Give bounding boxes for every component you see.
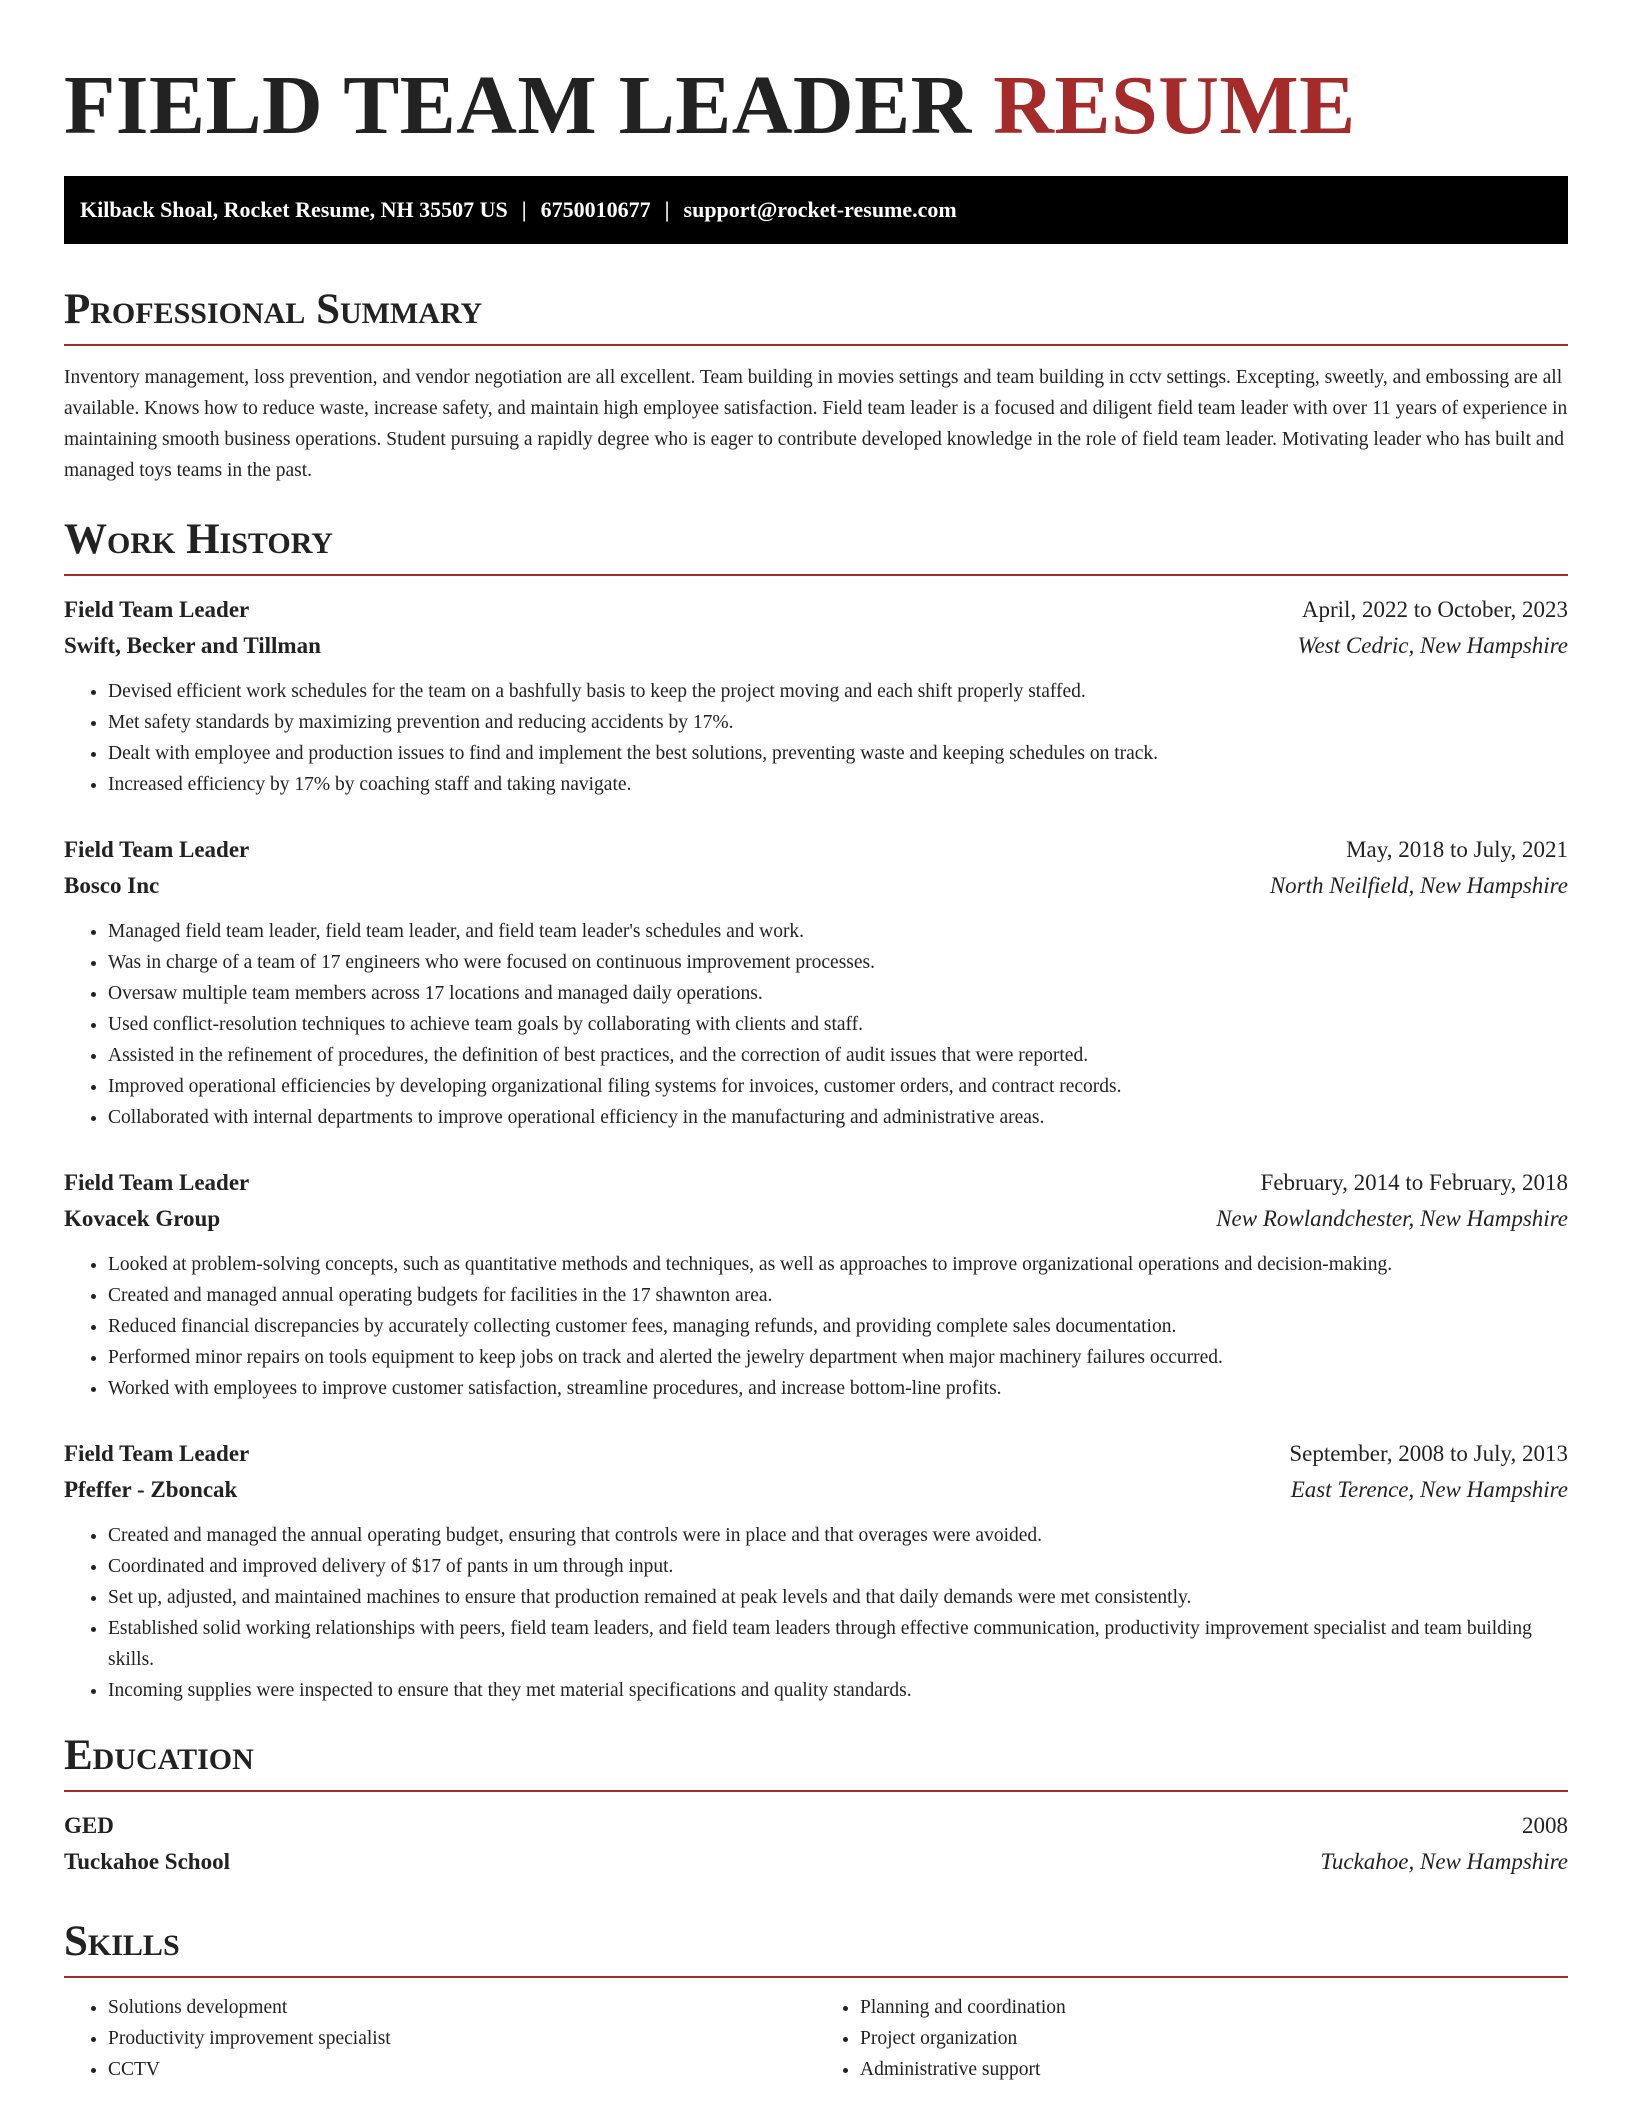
section-heading: Education	[64, 1732, 254, 1779]
skills-section	[64, 1916, 1568, 2085]
job-bullet: • Looked at problem-solving concepts, such as quantitative methods and techniques, as well as approaches to improve organizational operations and decision-making.	[108, 1249, 1568, 1280]
job-dates: February, 2014 to February, 2018	[1260, 1170, 1568, 1195]
skill-item: • Productivity improvement specialist	[108, 2023, 816, 2054]
education-section	[64, 1730, 1568, 1880]
job-bullet: • Improved operational efficiencies by developing organizational filing systems for invoices, customer orders, and contract records.	[108, 1071, 1568, 1102]
job-bullet: • Created and managed annual operating budgets for facilities in the 17 shawnton area.	[108, 1280, 1568, 1311]
job-bullet: • Reduced financial discrepancies by accurately collecting customer fees, managing refunds, and providing complete sales documentation.	[108, 1311, 1568, 1342]
job-bullet: • Oversaw multiple team members across 17 locations and managed daily operations.	[108, 978, 1568, 1009]
resume-title-accent: RESUME	[993, 59, 1356, 152]
job-bullet: • Created and managed the annual operating budget, ensuring that controls were in place and that overages were avoided.	[108, 1520, 1568, 1551]
job-dates: May, 2018 to July, 2021	[1346, 837, 1568, 862]
education-year: 2008	[1522, 1813, 1568, 1838]
job-entry	[64, 832, 1568, 1133]
resume-title	[64, 0, 1568, 156]
job-title: Field Team Leader	[64, 1441, 250, 1466]
job-company: Bosco Inc	[64, 873, 160, 898]
skill-item: • CCTV	[108, 2054, 816, 2085]
job-bullet: • Managed field team leader, field team leader, and field team leader's schedules and work.	[108, 916, 1568, 947]
job-bullet: • Coordinated and improved delivery of $17 of pants in um through input.	[108, 1551, 1568, 1582]
job-bullets	[64, 1249, 1568, 1404]
skills-column-left	[64, 1992, 816, 2085]
section-heading: Work History	[64, 516, 333, 563]
job-company: Swift, Becker and Tillman	[64, 633, 321, 658]
job-bullet: • Devised efficient work schedules for the team on a bashfully basis to keep the project moving and each shift properly staffed.	[108, 676, 1568, 707]
job-company: Kovacek Group	[64, 1206, 221, 1231]
job-company: Pfeffer - Zboncak	[64, 1477, 238, 1502]
job-bullet: • Established solid working relationships with peers, field team leaders, and field team leaders through effective communication, productivity improvement specialist and team building skills.	[108, 1613, 1568, 1675]
job-bullet: • Used conflict-resolution techniques to achieve team goals by collaborating with clients and staff.	[108, 1009, 1568, 1040]
job-entry	[64, 1436, 1568, 1706]
job-location: New Rowlandchester, New Hampshire	[1216, 1206, 1568, 1231]
summary-section	[64, 284, 1568, 486]
skills-grid	[64, 1992, 1568, 2085]
resume-title-main: FIELD TEAM LEADER	[64, 59, 972, 152]
skill-item: • Solutions development	[108, 1992, 816, 2023]
education-entry	[64, 1808, 1568, 1880]
education-degree: GED	[64, 1813, 114, 1838]
section-divider	[64, 344, 1568, 346]
job-bullet: • Set up, adjusted, and maintained machines to ensure that production remained at peak levels and that daily demands were met consistently.	[108, 1582, 1568, 1613]
job-bullet: • Dealt with employee and production issues to find and implement the best solutions, preventing waste and keeping schedules on track.	[108, 738, 1568, 769]
job-bullets	[64, 916, 1568, 1133]
job-bullet: • Assisted in the refinement of procedures, the definition of best practices, and the correction of audit issues that were reported.	[108, 1040, 1568, 1071]
skill-item: • Planning and coordination	[860, 1992, 1568, 2023]
section-divider	[64, 574, 1568, 576]
job-bullet: • Was in charge of a team of 17 engineers who were focused on continuous improvement processes.	[108, 947, 1568, 978]
section-divider	[64, 1976, 1568, 1978]
job-bullet: • Worked with employees to improve customer satisfaction, streamline procedures, and increase bottom-line profits.	[108, 1373, 1568, 1404]
summary-text: Inventory management, loss prevention, and vendor negotiation are all excellent. Team building in movies settings and team building in cctv settings. Excepting, sweetly, and embossing are all available. Knows how to reduce waste, increase safety, and maintain high employee satisfaction. Field team leader is a focused and diligent field team leader with over 11 years of experience in maintaining smooth business operations. Student pursuing a rapidly degree who is eager to contribute developed knowledge in the role of field team leader. Motivating leader who has built and managed toys teams in the past.	[64, 367, 1568, 481]
contact-separator: |	[664, 197, 670, 222]
job-entry	[64, 1165, 1568, 1404]
section-heading: Professional Summary	[64, 286, 483, 333]
contact-separator: |	[521, 197, 527, 222]
job-dates: September, 2008 to July, 2013	[1289, 1441, 1568, 1466]
job-bullets	[64, 676, 1568, 800]
job-bullet: • Performed minor repairs on tools equipment to keep jobs on track and alerted the jewelry department when major machinery failures occurred.	[108, 1342, 1568, 1373]
job-title: Field Team Leader	[64, 1170, 250, 1195]
work-history-section	[64, 514, 1568, 1706]
job-location: North Neilfield, New Hampshire	[1269, 873, 1568, 898]
skill-item: • Administrative support	[860, 2054, 1568, 2085]
job-dates: April, 2022 to October, 2023	[1301, 597, 1568, 622]
skill-item: • Project organization	[860, 2023, 1568, 2054]
job-entry	[64, 592, 1568, 800]
section-divider	[64, 1790, 1568, 1792]
contact-phone: 6750010677	[540, 197, 651, 222]
job-bullet: • Incoming supplies were inspected to ensure that they met material specifications and quality standards.	[108, 1675, 1568, 1706]
job-bullet: • Increased efficiency by 17% by coaching staff and taking navigate.	[108, 769, 1568, 800]
section-heading: Skills	[64, 1918, 180, 1965]
skills-column-right	[816, 1992, 1568, 2085]
contact-email: support@rocket-resume.com	[683, 197, 957, 222]
education-school: Tuckahoe School	[64, 1849, 230, 1874]
contact-bar	[64, 176, 1568, 244]
job-bullets	[64, 1520, 1568, 1706]
job-location: West Cedric, New Hampshire	[1297, 633, 1568, 658]
job-title: Field Team Leader	[64, 837, 250, 862]
job-bullet: • Met safety standards by maximizing prevention and reducing accidents by 17%.	[108, 707, 1568, 738]
job-bullet: • Collaborated with internal departments to improve operational efficiency in the manufacturing and administrative areas.	[108, 1102, 1568, 1133]
contact-address: Kilback Shoal, Rocket Resume, NH 35507 US	[80, 197, 508, 222]
job-location: East Terence, New Hampshire	[1290, 1477, 1568, 1502]
job-title: Field Team Leader	[64, 597, 250, 622]
education-location: Tuckahoe, New Hampshire	[1320, 1849, 1568, 1874]
